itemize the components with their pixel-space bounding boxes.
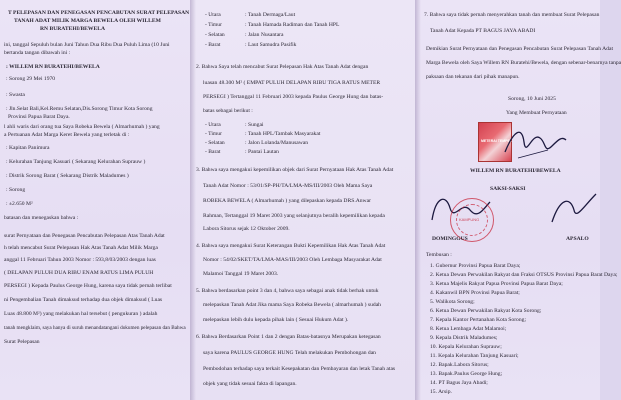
witnesses-label: SAKSI-SAKSI [490,186,526,192]
cc-item: 9. Kepala Distrik Maladumes; [430,335,498,341]
declarant-name: : WILLEM RN BURATEHI/BEWELA [6,64,100,70]
text-line: ( DELAPAN PULUH DUA RIBU ENAM RATUS LIMA PULUH [4,270,154,276]
text-line: Malamoi Tanggal 19 Maret 2003. [203,271,279,277]
cc-item: 10. Kepala Kelurahan Suprauw; [430,344,502,350]
cc-item: 4. Kakanwil BPN Provinsi Papua Barat; [430,290,520,296]
cc-item: 12. Bapak.Labora Sitorus; [430,362,489,368]
text-line: a Pertuanan Adat Marga Keret Bewela yang terletak di : [4,132,130,138]
text-line: ini, tanggal Sepuluh bulan Juni Tahun Dua Ribu Dua Puluh Lima (10 Juni [4,42,170,48]
text-line: Provinsi Papua Barat Daya. [8,114,70,120]
boundary-label: - Barat [205,42,221,48]
stamp-label: KAMPUNG [459,217,480,222]
declarant-signature-name: WILLEM RN BURATEHI/BEWELA [470,168,561,174]
text-line: PERSEGI ) Kepada Paulus George Hung, karena saya tidak pernah terlibat [4,283,172,289]
text-line: Marga Bewela oleh Saya Willem RN Buratehi/Bewela, dengan sebenar-benarnya tanpa [426,60,621,66]
cc-item: 3. Ketua Majelis Rakyat Papua Provinsi Papua Barat Daya; [430,281,563,287]
cc-item: 15. Arsip. [430,389,452,395]
cc-item: 1. Gubernur Provinsi Papua Barat Daya; [430,263,521,269]
text-line: Labora Sitorus sejak 12 Oktober 2009. [203,226,290,232]
cc-item: 14. PT Bagus Jaya Abadi; [430,380,488,386]
boundary-label: - Utara [205,12,221,18]
text-line: objek yang tidak sesuai fakta di lapangan. [203,381,297,387]
cc-item: 5. Walikota Sorong; [430,299,475,305]
boundary-value: : Laut Samudra Pasifik [245,42,297,48]
text-line: : Distrik Sorong Barat ( Sekarang Distrik Maladumes ) [6,173,129,179]
text-line: : Jln.Selat Bali,Kel.Remu Selatan,Dis.Sorong Timur Kota Sorong [6,106,153,112]
title-line: TANAH ADAT MILIK MARGA BEWELA OLEH WILLEM [14,18,161,24]
text-line: l ahli waris dari orang tua Saya Robeka Bewela ( Almarhumah ) yang [4,124,160,130]
meterai-label: METERAI TEMPEL [481,139,512,143]
text-line: 2. Bahwa Saya telah mencabut Surat Pelepasan Hak Atas Tanah Adat dengan [196,64,369,70]
boundary-label: - Selatan [205,32,225,38]
cc-item: 13. Bapak.Paulus George Hung; [430,371,503,377]
boundary-value: : Tanah HPL/Tambak Masyarakat [245,131,321,137]
text-line: paksaan dan tekanan dari pihak manapun. [426,74,520,80]
cc-item: 2. Ketua Dewan Perwakilan Rakyat dan Fraksi OTSUS Provinsi Papua Barat Daya; [430,272,618,278]
text-line: 5. Bahwa berdasarkan point 3 dan 4, bahwa saya sebagai anak tidak berhak untuk [196,288,379,294]
text-line: : Swasta [6,92,25,98]
text-line: batas sebagai berikut : [203,108,253,114]
text-line: Rahman, Tertanggal 19 Maret 2003 yang selanjutnya beralih kepemilikan kepada [203,213,385,219]
text-line: 3. Bahwa saya mengakui kepemilikan objek dari Surat Pernyataan Hak Atas Tanah Adat [196,167,394,173]
cc-item: 6. Ketua Dewan Perwakilan Rakyat Kota Sorong; [430,308,542,314]
cc-item: 8. Ketua Lembaga Adat Malamoi; [430,326,507,332]
cc-item: 7. Kepala Kantor Pertanahan Kota Sorong; [430,317,526,323]
witness-2-signature [546,188,600,232]
boundary-label: - Selatan [205,140,225,146]
text-line: ROBEKA BEWELA ( Almarhumah ) yang dilepaskan kepada DRS.Anwar [203,198,371,204]
witness-1-name: DOMINGGUS [432,236,468,242]
cc-label: Tembusan : [426,252,452,258]
boundary-value: : Tanah Dermaga/Laut [245,12,296,18]
text-line: bertanda tangan dibawah ini : [4,50,71,56]
witness-2-name: APSALO [566,236,589,242]
boundary-label: - Timur [205,22,222,28]
text-line: ni Pengembalian Tanah dimaksud terhadap dua objek dimaksud ( Luas [4,297,163,303]
text-line: Luas 48.800 M²) yang melakukan hal tersebut ( pengukuran ) adalah [4,311,158,317]
text-line: batasan dan menegaskan bahwa : [4,215,79,221]
text-line: Pembodohan terhadap saya terkait Kesepakatan dan Pembayaran dan letak Tanah atas [203,366,396,372]
text-line: Tanah Adat Nomor : 53/01/SP-PH/TA/LMA-MS/III/2003 Oleh Mama Saya [203,183,373,189]
text-line: luasan 48.300 M² ( EMPAT PULUH DELAPAN RIBU TIGA RATUS METER [203,80,381,86]
text-line: Tanah Adat Kepada PT BAGUS JAYA ABADI [430,28,536,34]
text-line: PERSEGI ) Tertanggal 11 Februari 2003 kepada Paulus George Hung dan batas- [203,94,384,100]
boundary-value: : Jalan Nusantara [245,32,284,38]
text-line: saya karena PAULUS GEORGE HUNG Telah melakukan Pembohongan dan [203,350,376,356]
text-line: : Kapitan Panimura [6,145,50,151]
text-line: 7. Bahwa saya tidak pernah menyerahkan tanah dan membuat Surat Pelepasan [424,12,600,18]
text-line: : ±2.650 M² [6,201,33,207]
text-line: tanah mengklaim, saya hanya di suruh menandatangani dokumen pelepasan dan Bahwa [4,325,186,331]
place-date: Sorong, 10 Juni 2025 [508,96,556,102]
boundary-value: : Jalon Lolanda/Manusawan [245,140,309,146]
text-line: Nomor : 54/02/SKET/TA/LMA-MAS/III/2003 Oleh Lembaga Masyarakat Adat [203,257,382,263]
declarant-label: Yang Membuat Pernyataan [506,110,567,116]
text-line: 6. Bahwa Berdasarkan Point 1 dan 2 dengan Batas-batasnya Merupakan ketegasan [196,334,381,340]
text-line: melepaskan Tanah Adat Jika mama Saya Robeka Bewela ( almarhumah ) sudah [203,302,381,308]
text-line: : Sorong [6,187,26,193]
text-line: melepaskan lebih dulu kepada pihak lain ( Sesuai Hukum Adat ). [203,317,349,323]
boundary-label: - Barat [205,149,221,155]
text-line: 4. Bahwa saya mengakui Surat Keterangan Bukti Kepemilikan Hak Atas Tanah Adat [196,243,386,249]
boundary-value: : Sungai [245,122,264,128]
boundary-value: : Pantai Lautan [245,149,279,155]
cc-item: 11. Kepala Kelurahan Tanjung Kasuari; [430,353,519,359]
boundary-label: - Timur [205,131,222,137]
title-line: T PELEPASAN DAN PENEGASAN PENCABUTAN SURAT PELEPASAN [8,10,190,16]
text-line: : Kelurahan Tanjung Kasuari ( Sekarang Kelurahan Suprauw ) [6,159,146,165]
page-fold-shadow [415,0,421,400]
text-line: h telah mencabut Surat Pelepasan Hak Atas Tanah Adat Milik Marga [4,245,158,251]
text-line: surat Pernyataan dan Penegasan Pencabutan Pelepasan Atas Tanah Adat [4,233,165,239]
text-line: anggal 11 Februari Tahun 2003 Nomor : 593,8/03/2003 dengan luas [4,257,156,263]
title-line: RN BURATEHI/BEWELA [40,26,106,32]
boundary-value: : Tanah Hamada Radiman dan Tanah HPL [245,22,340,28]
boundary-label: - Utara [205,122,221,128]
text-line: Surat Pelepasan [4,339,40,345]
text-line: : Sorong 29 Mei 1970 [6,76,56,82]
text-line: Demikian Surat Pernyataan dan Penegasan Pencabutan Surat Pelepasan Tanah Adat [426,46,613,52]
declarant-signature [500,120,570,170]
